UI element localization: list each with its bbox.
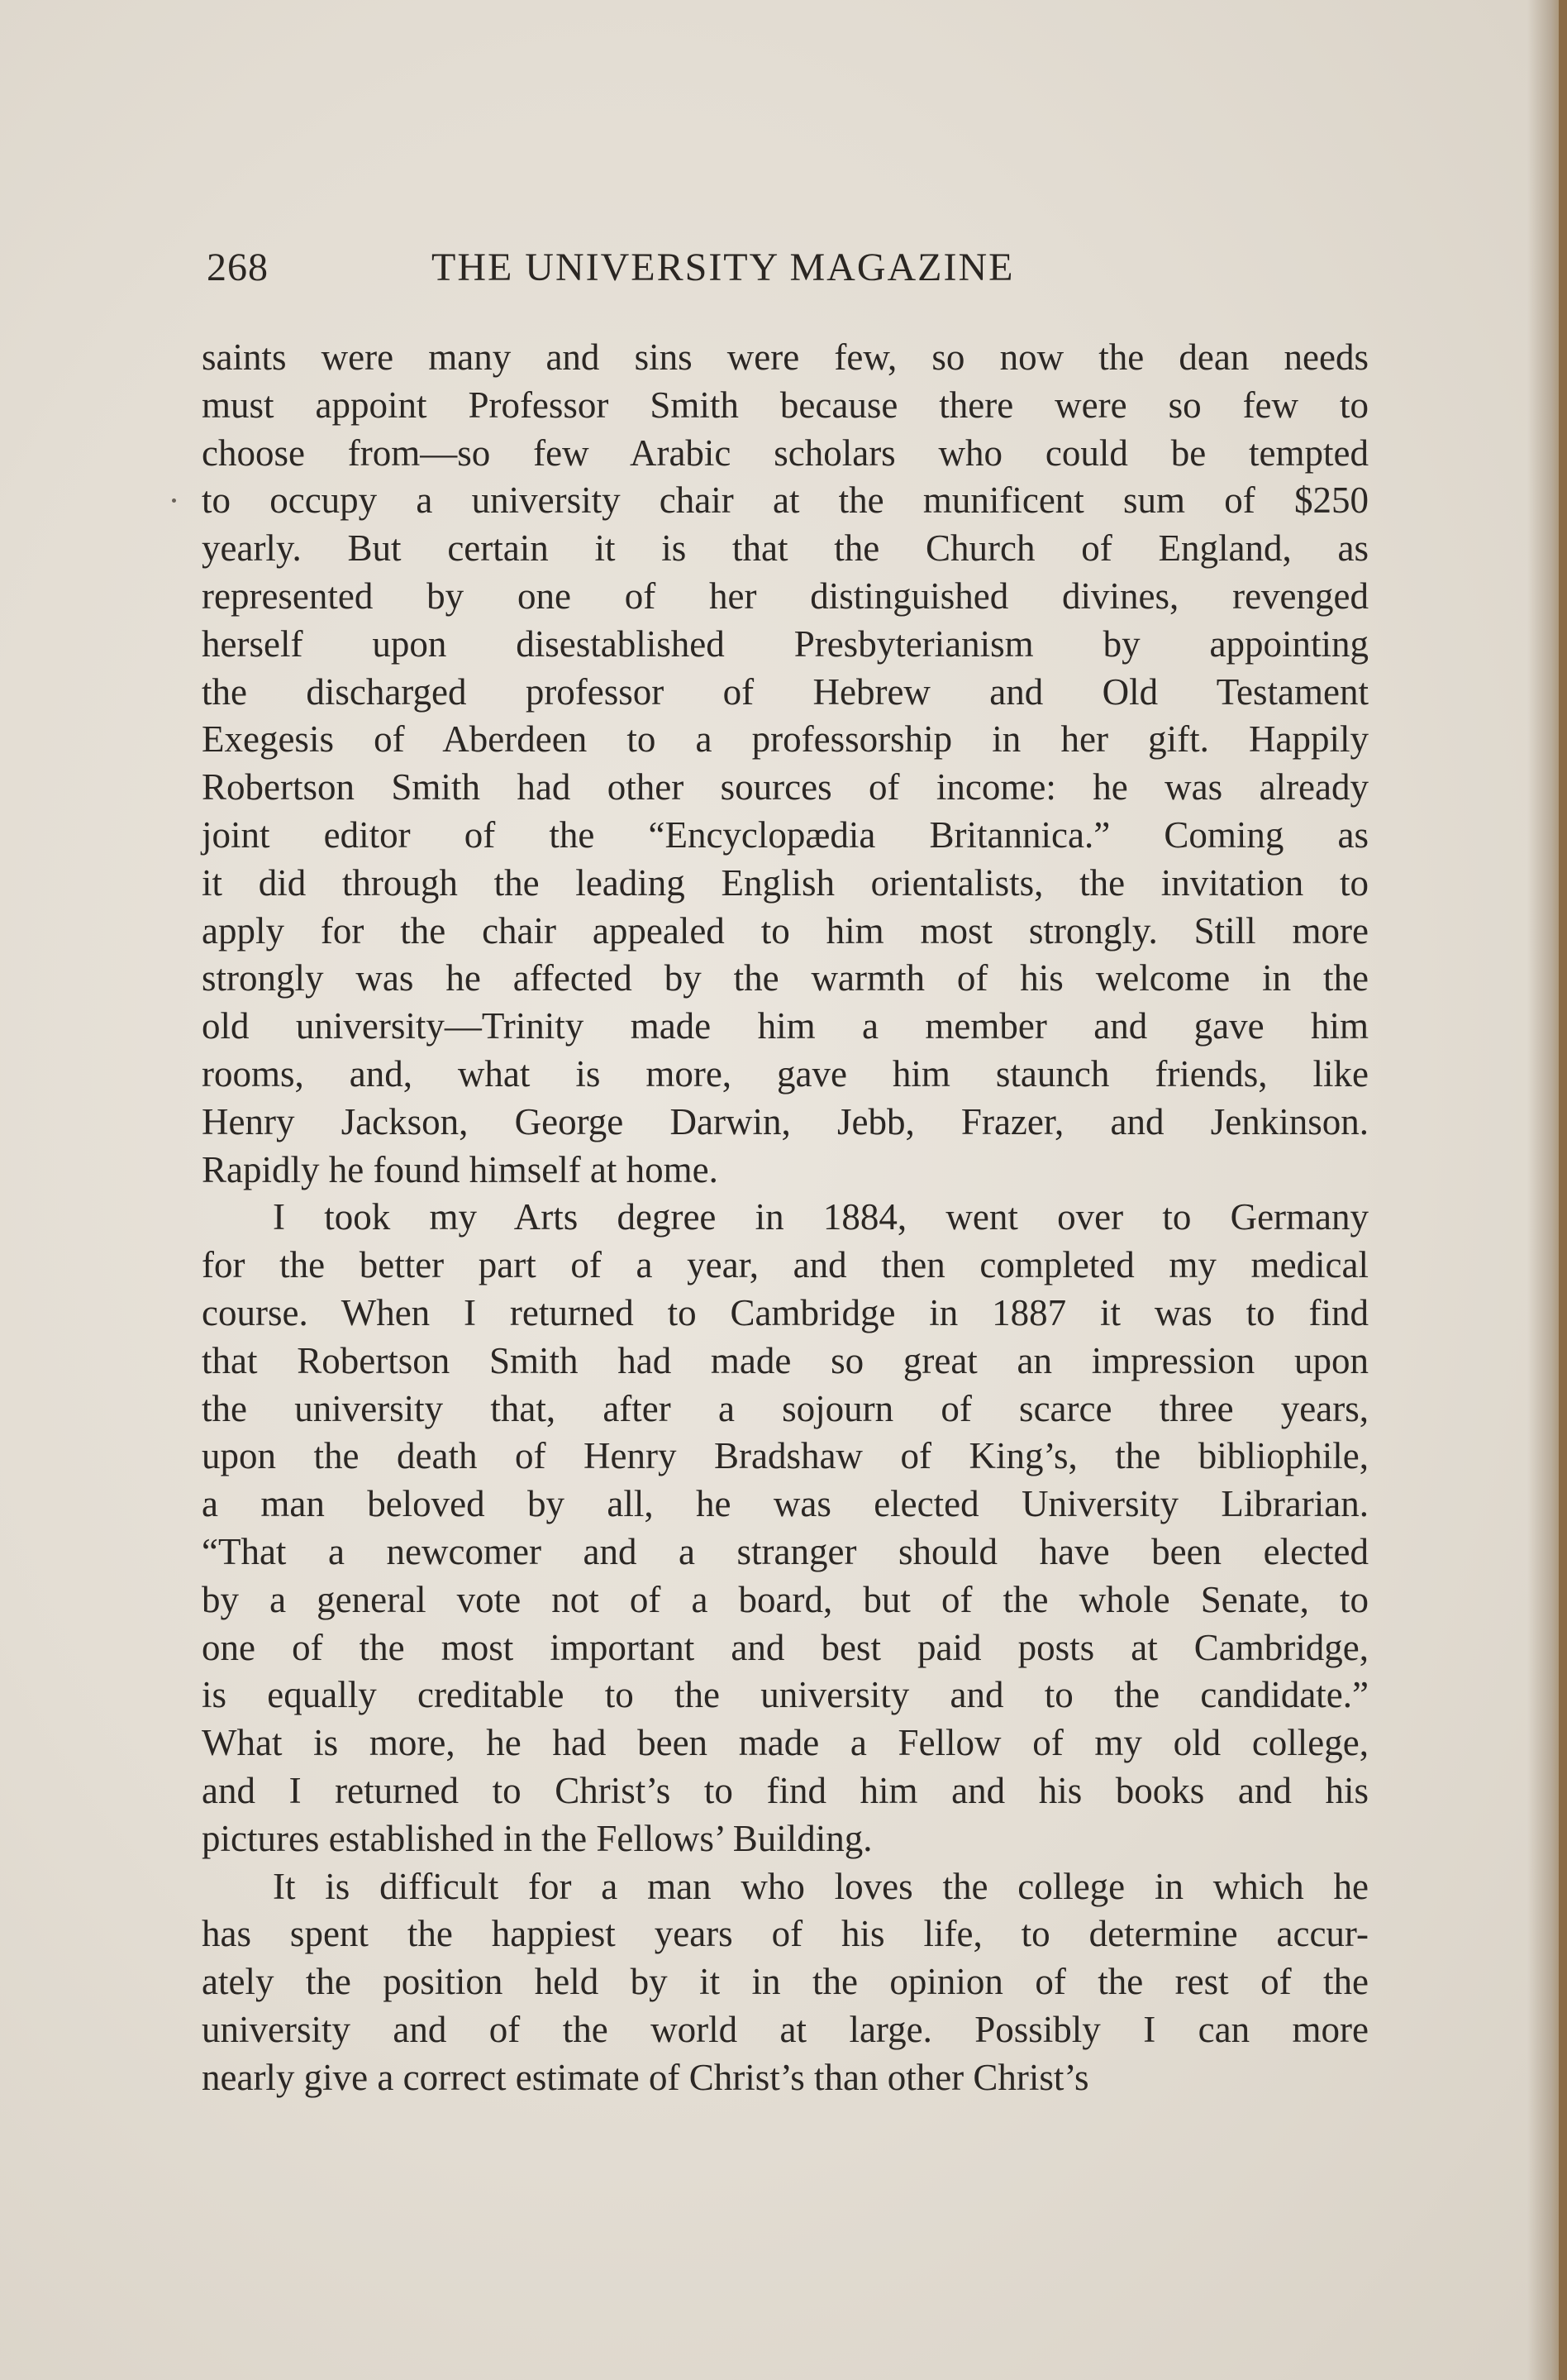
running-head	[207, 245, 1116, 298]
text-line: joint editor of the “Encyclopædia Britannica.” Coming as	[202, 813, 1369, 856]
text-line: What is more, he had been made a Fellow of my old college,	[202, 1722, 1369, 1764]
text-line: rooms, and, what is more, gave him staunch friends, like	[202, 1052, 1369, 1095]
text-line: herself upon disestablished Presbyterianism by appointing	[202, 622, 1369, 665]
text-line: choose from—so few Arabic scholars who could be tempted	[202, 432, 1369, 474]
text-line: Rapidly he found himself at home.	[202, 1148, 718, 1190]
paragraph	[202, 1863, 1369, 2102]
text-line: Robertson Smith had other sources of income: he was already	[202, 766, 1369, 808]
text-line: to occupy a university chair at the munificent sum of $250	[202, 479, 1369, 522]
text-line: Exegesis of Aberdeen to a professorship in her gift. Happily	[202, 718, 1369, 761]
text-line: the university that, after a sojourn of scarce three years,	[202, 1387, 1369, 1429]
text-line: ately the position held by it in the opinion of the rest of the	[202, 1961, 1369, 2003]
body-text	[202, 334, 1369, 2101]
text-line: it did through the leading English orientalists, the invitation to	[202, 861, 1369, 904]
text-line: has spent the happiest years of his life, to determine accur-	[202, 1913, 1369, 1955]
text-line: Henry Jackson, George Darwin, Jebb, Frazer, and Jenkinson.	[202, 1100, 1369, 1142]
text-line: and I returned to Christ’s to find him and his books and his	[202, 1769, 1369, 1811]
text-line: a man beloved by all, he was elected University Librarian.	[202, 1483, 1369, 1525]
text-line: one of the most important and best paid posts at Cambridge,	[202, 1626, 1369, 1668]
text-line: saints were many and sins were few, so now the dean needs	[202, 336, 1369, 378]
text-line: course. When I returned to Cambridge in 1887 it was to find	[202, 1291, 1369, 1333]
text-line: for the better part of a year, and then completed my medical	[202, 1244, 1369, 1286]
paragraph	[202, 334, 1369, 1194]
text-line: strongly was he affected by the warmth of his welcome in the	[202, 957, 1369, 999]
paragraph	[202, 1194, 1369, 1863]
text-line: upon the death of Henry Bradshaw of King’s, the bibliophile,	[202, 1435, 1369, 1477]
text-line: yearly. But certain it is that the Church of England, as	[202, 527, 1369, 570]
page-number: 268	[207, 246, 269, 289]
text-line: university and of the world at large. Possibly I can more	[202, 2008, 1369, 2050]
text-line: nearly give a correct estimate of Christ’s than other Christ’s	[202, 2056, 1089, 2098]
text-line: I took my Arts degree in 1884, went over to Germany	[273, 1196, 1369, 1238]
text-line: by a general vote not of a board, but of the whole Senate, to	[202, 1578, 1369, 1620]
text-line: “That a newcomer and a stranger should have been elected	[202, 1530, 1369, 1572]
text-line: is equally creditable to the university and to the candidate.”	[202, 1674, 1369, 1716]
text-line: the discharged professor of Hebrew and Old Testament	[202, 670, 1369, 713]
text-line: apply for the chair appealed to him most strongly. Still more	[202, 909, 1369, 952]
text-line: old university—Trinity made him a member and gave him	[202, 1005, 1369, 1047]
ink-speck	[172, 498, 176, 503]
text-line: must appoint Professor Smith because there were so few to	[202, 384, 1369, 426]
text-line: pictures established in the Fellows’ Building.	[202, 1817, 873, 1859]
text-line: that Robertson Smith had made so great an impression upon	[202, 1339, 1369, 1381]
page-edge	[1559, 0, 1567, 2380]
magazine-title: THE UNIVERSITY MAGAZINE	[431, 246, 1015, 289]
text-line: It is difficult for a man who loves the college in which he	[273, 1865, 1369, 1907]
text-line: represented by one of her distinguished divines, revenged	[202, 575, 1369, 617]
